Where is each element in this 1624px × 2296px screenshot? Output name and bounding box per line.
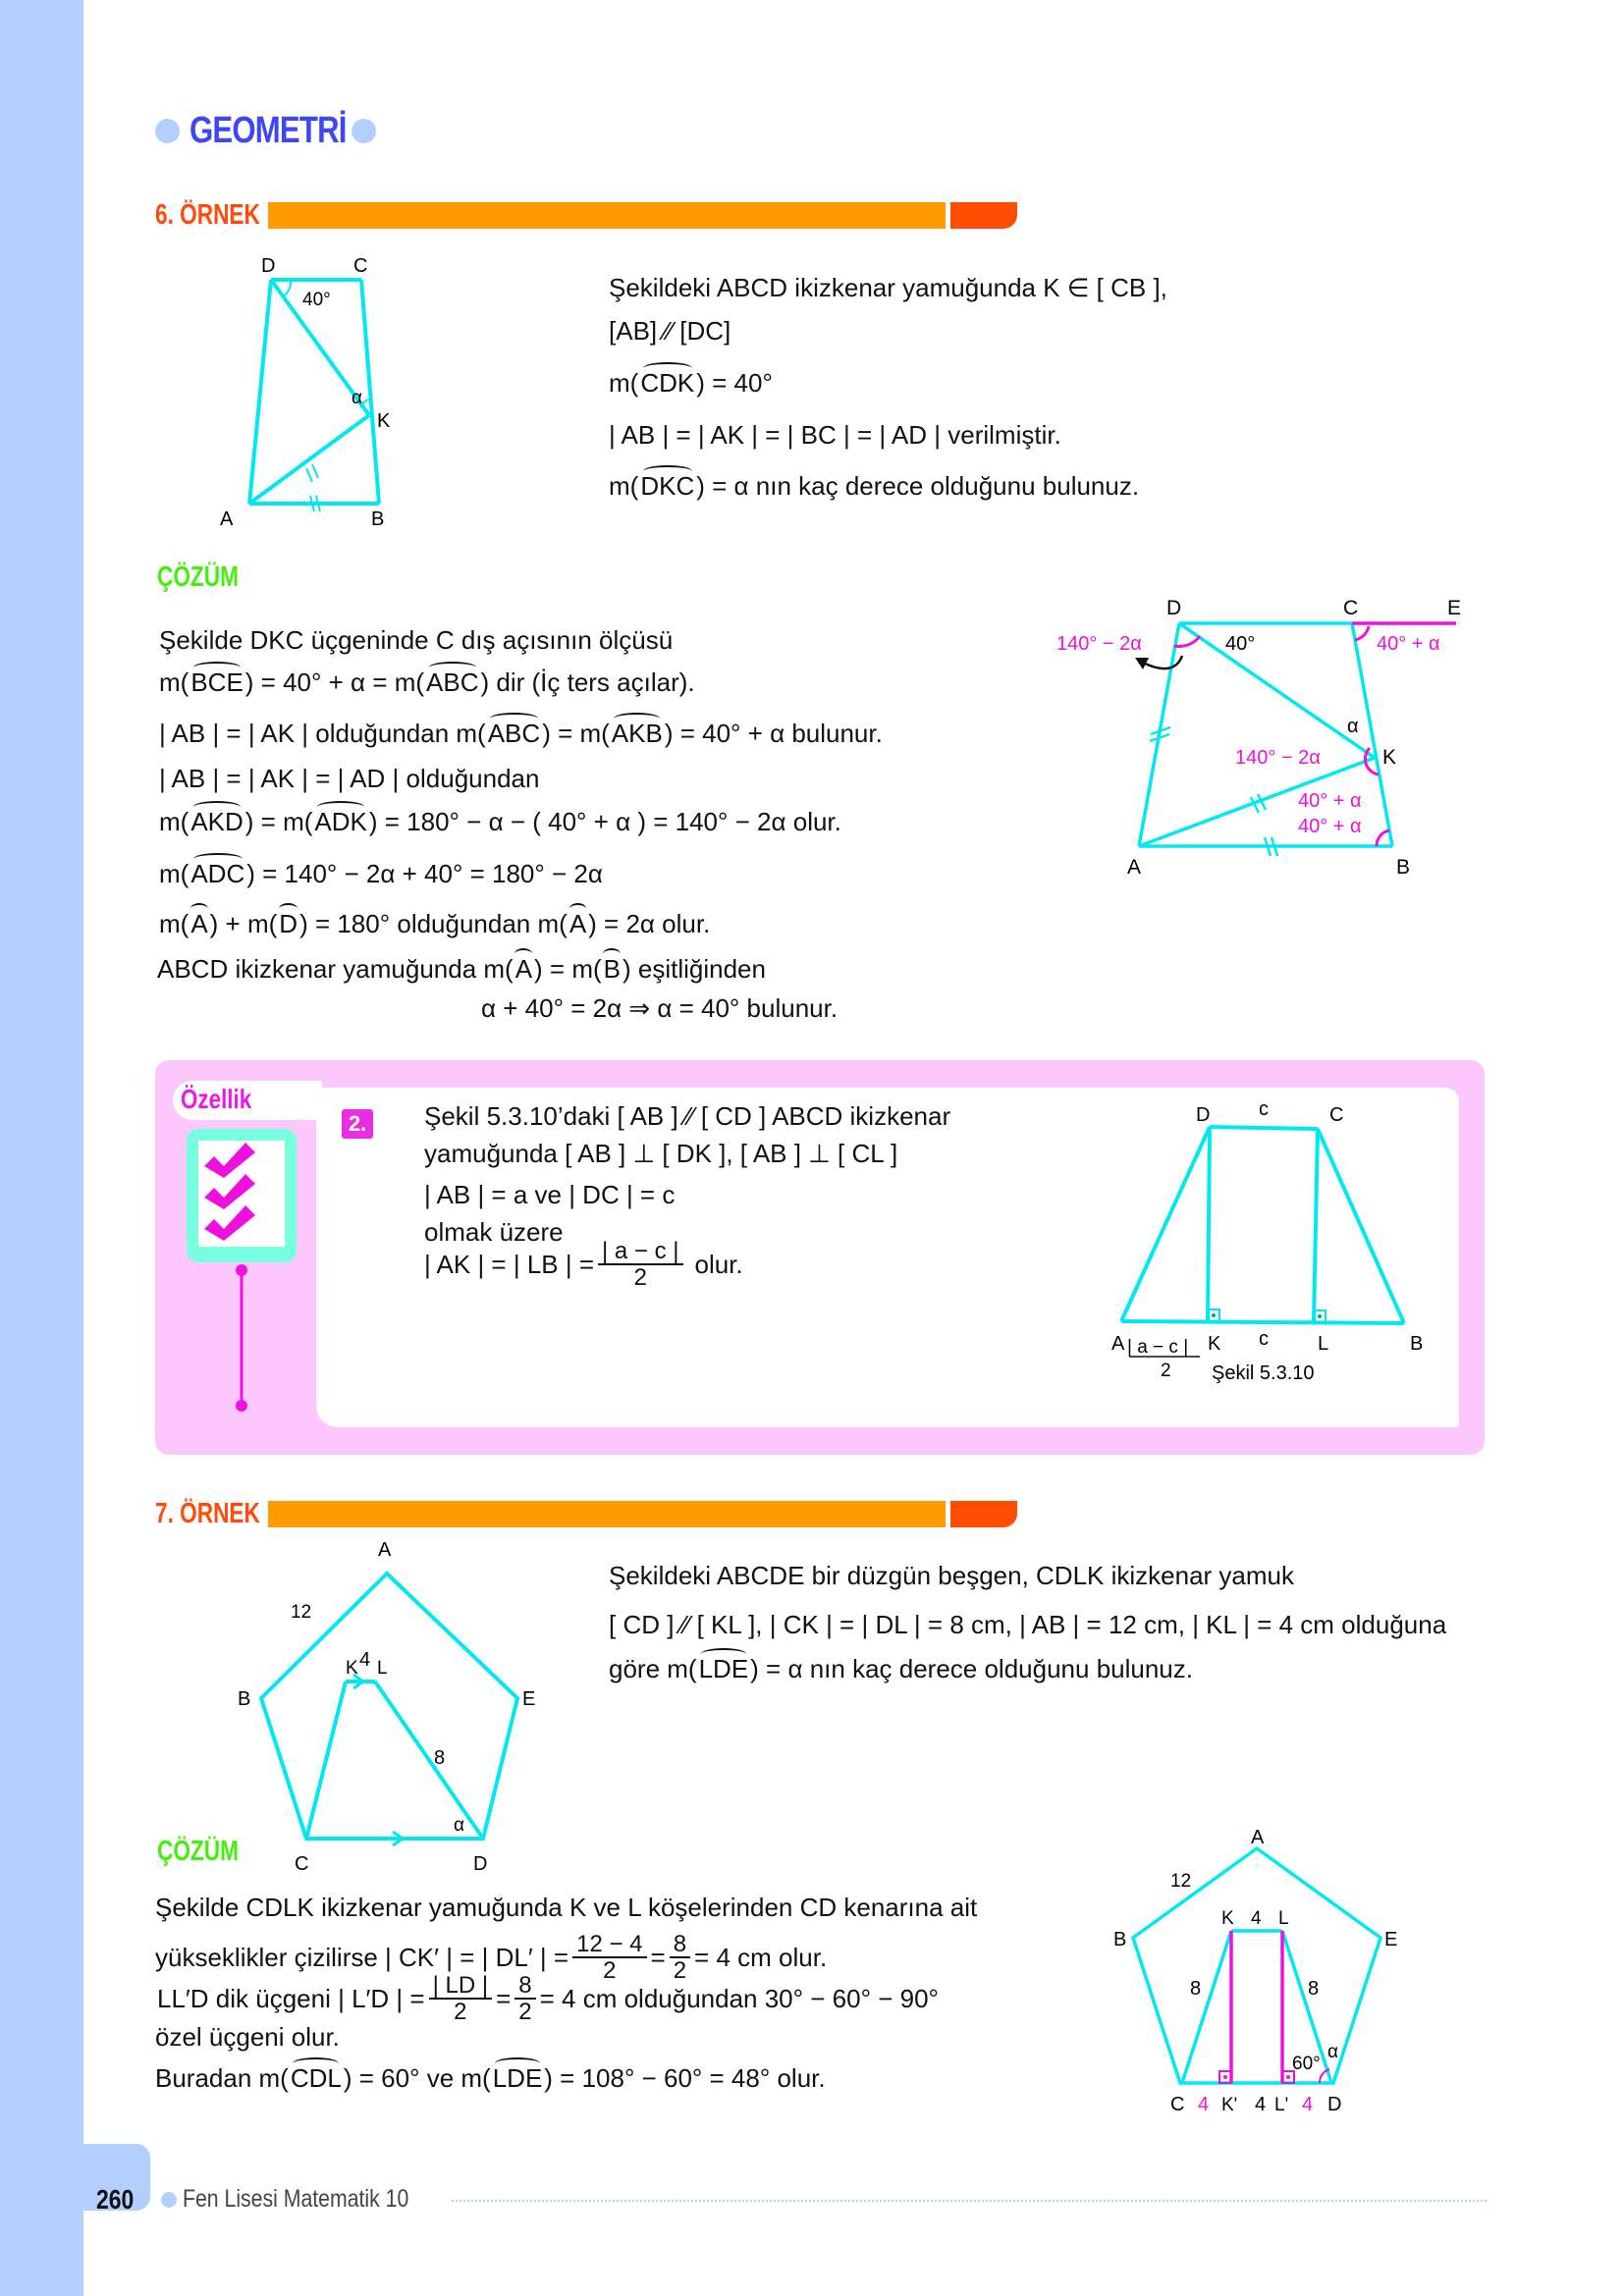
solution-7-line-1: Şekilde CDLK ikizkenar yamuğunda K ve L köşelerinden CD kenarına ait [155,1893,978,1922]
vertex-label-A: A [378,1539,392,1561]
solution-7-line-4: özel üçgeni olur. [155,2022,340,2052]
side-label: 12 [1170,1871,1192,1892]
vertex-label-B: B [1113,1929,1127,1950]
vertex-label-L: L [377,1658,388,1679]
example-7-label: 7. ÖRNEK [155,1498,260,1529]
vertex-label-L: L [1278,1908,1289,1929]
vertex-label-D: D [1196,1104,1211,1126]
vertex-label-Lp: L' [1274,2095,1289,2115]
side-band [0,0,83,2296]
segment-label: 4 [1198,2094,1210,2115]
problem-7-line-3: göre m(LDE) = α nın kaç derece olduğunu bulunuz. [609,1654,1193,1683]
solution-7-figure [1080,1826,1404,2120]
vertex-label-D: D [1327,2094,1342,2115]
timeline-connector-icon [232,1260,251,1417]
solution-6-figure [1041,589,1492,893]
vertex-label-E: E [1384,1929,1398,1950]
angle-label: 140° − 2α [1056,633,1142,655]
segment-label: 4 [1255,2094,1267,2115]
vertex-label-B: B [238,1688,251,1710]
heading-bar [268,1501,946,1527]
vertex-label-C: C [1329,1104,1344,1126]
book-title: Fen Lisesi Matematik 10 [183,2185,409,2213]
vertex-label-Kp: K' [1221,2095,1238,2115]
vertex-label-C: C [1170,2094,1185,2115]
vertex-label-B: B [1410,1333,1424,1355]
example-6-heading [155,199,1017,232]
fraction-numerator: | a − c | [1127,1337,1189,1358]
solution-6-line-9: α + 40° = 2α ⇒ α = 40° bulunur. [481,993,839,1023]
chapter-header [155,110,376,152]
angle-label: 40° + α [1298,816,1362,837]
footer-dot-icon [161,2192,177,2208]
angle-label: 40° [1225,633,1256,655]
vertex-label-K: K [346,1658,358,1679]
vertex-label-A: A [1111,1333,1125,1355]
problem-6-line-1: Şekildeki ABCD ikizkenar yamuğunda K ∈ [ CB ], [609,273,1167,302]
footer-dotted-rule [452,2200,1487,2202]
property-line-3: | AB | = a ve | DC | = c [424,1180,676,1209]
angle-label-alpha: α [352,388,362,408]
chapter-title: GEOMETRİ [189,110,347,151]
vertex-label-K: K [1221,1908,1234,1929]
vertex-label-K: K [377,410,391,432]
side-label-c: c [1259,1098,1269,1120]
angle-label-alpha: α [1327,2042,1338,2062]
angle-label-alpha: α [454,1815,464,1836]
vertex-label-K: K [1208,1333,1221,1355]
heading-bar [268,202,946,229]
angle-label-alpha: α [1347,716,1359,737]
property-line-2: yamuğunda [ AB ] ⊥ [ DK ], [ AB ] ⊥ [ CL ] [424,1139,898,1168]
problem-6-line-2: [AB] ⁄⁄ [DC] [609,316,731,346]
heading-bar-end [950,202,1017,229]
heading-bar-end [950,1501,1017,1527]
side-label: 12 [291,1602,312,1623]
checkmarks-icon [202,1139,281,1247]
example-6-label: 6. ÖRNEK [155,199,260,231]
segment-label: 4 [1302,2094,1314,2115]
side-label: 8 [1308,1978,1320,2000]
problem-7-line-1: Şekildeki ABCDE bir düzgün beşgen, CDLK ikizkenar yamuk [609,1561,1295,1590]
fraction-denominator: 2 [1161,1361,1171,1381]
side-label: 4 [1251,1908,1262,1929]
solution-6-line-3: | AB | = | AK | olduğundan m(ABC) = m(AKB) = 40° + α bulunur. [159,719,883,748]
property-line-5: | AK | = | LB | = $\frac{| a - c |}{2}$ olur. [424,1238,743,1292]
solution-7-line-3: LL′D dik üçgeni | L′D | = $\frac{| LD |}{2}$ = $\frac{8}{2}$ = 4 cm olduğundan 30° − 60° − 90° [157,1972,939,2026]
vertex-label-L: L [1318,1333,1329,1355]
solution-6-label: ÇÖZÜM [157,561,239,593]
angle-label: 60° [1292,2054,1321,2074]
solution-6-line-7: m(A) + m(D) = 180° olduğundan m(A) = 2α olur. [159,909,711,938]
vertex-label-C: C [295,1853,309,1875]
figure-caption: Şekil 5.3.10 [1212,1362,1315,1384]
solution-6-line-6: m(ADC) = 140° − 2α + 40° = 180° − 2α [159,859,603,888]
angle-label: 40° + α [1377,633,1440,655]
solution-7-label: ÇÖZÜM [157,1836,239,1867]
side-label: 8 [1190,1978,1202,2000]
vertex-label-B: B [371,508,385,530]
vertex-label-C: C [1343,597,1359,619]
angle-label: 40° + α [1298,790,1362,812]
side-label: 8 [434,1747,446,1769]
vertex-label-A: A [1251,1827,1265,1848]
property-figure [1110,1099,1463,1394]
solution-6-line-8: ABCD ikizkenar yamuğunda m(A) = m(B) eşitliğinden [157,954,766,984]
property-line-1: Şekil 5.3.10’daki [ AB ] ⁄⁄ [ CD ] ABCD ikizkenar [424,1101,951,1131]
example-7-figure [216,1536,569,1875]
property-line-4: olmak üzere [424,1217,564,1247]
vertex-label-D: D [1166,597,1182,619]
solution-6-line-2: m(BCE) = 40° + α = m(ABC) dir (İç ters açılar). [159,667,695,697]
solution-6-line-4: | AB | = | AK | = | AD | olduğundan [159,764,540,793]
vertex-label-A: A [1127,856,1142,879]
solution-7-line-2: yükseklikler çizilirse | CK′ | = | DL′ | = $\frac{12 - 4}{2}$ = $\frac{8}{2}$ = 4 cm olur. [155,1931,828,1985]
vertex-label-C: C [353,255,368,277]
bullet-dot-icon [352,119,376,143]
solution-7-line-5: Buradan m(CDL) = 60° ve m(LDE) = 108° − 60° = 48° olur. [155,2063,826,2093]
property-label: Özellik [181,1084,252,1114]
vertex-label-B: B [1396,856,1411,879]
vertex-label-E: E [522,1688,536,1710]
bullet-dot-icon [155,119,180,143]
example-6-figure [196,250,550,545]
solution-6-line-1: Şekilde DKC üçgeninde C dış açısının ölçüsü [159,625,674,655]
property-number-badge: 2. [342,1109,373,1139]
solution-6-line-5: m(AKD) = m(ADK) = 180° − α − ( 40° + α ) = 140° − 2α olur. [159,807,841,836]
page-number: 260 [96,2184,135,2215]
vertex-label-D: D [473,1853,488,1875]
vertex-label-D: D [261,255,276,277]
problem-6-line-3: m(CDK) = 40° [609,368,773,398]
problem-7-line-2: [ CD ] ⁄⁄ [ KL ], | CK | = | DL | = 8 cm, | AB | = 12 cm, | KL | = 4 cm olduğuna [609,1610,1447,1639]
angle-label: 140° − 2α [1235,747,1321,769]
vertex-label-K: K [1382,746,1397,769]
problem-6-line-5: m(DKC) = α nın kaç derece olduğunu bulunuz. [609,471,1140,501]
side-label: 4 [359,1649,371,1671]
vertex-label-A: A [220,508,234,530]
angle-label: 40° [302,290,331,310]
side-label-c: c [1259,1328,1269,1350]
example-7-heading [155,1498,1017,1530]
problem-6-line-4: | AB | = | AK | = | BC | = | AD | verilmiştir. [609,420,1061,450]
vertex-label-E: E [1447,597,1462,619]
